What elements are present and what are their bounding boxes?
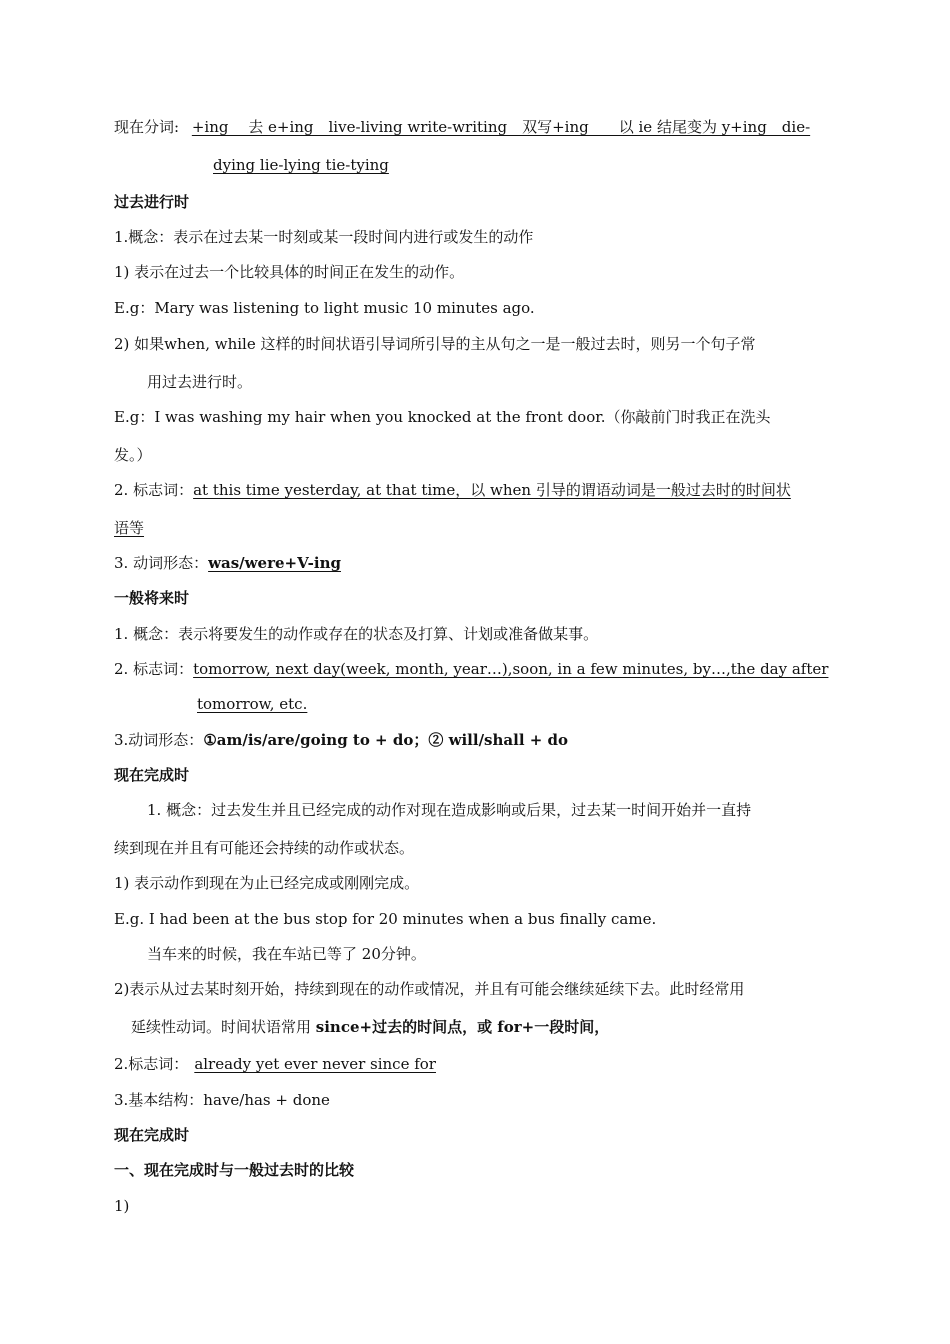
participle-line-2 bbox=[213, 155, 389, 175]
present-perfect-use-2: 2)表示从过去某时刻开始，持续到现在的动作或情况，并且有可能会继续延续下去。此时经常用 bbox=[114, 980, 745, 998]
past-progressive-example-2-cont: 发。） bbox=[114, 446, 152, 464]
form-value: was/were+V-ing bbox=[208, 554, 341, 572]
present-perfect-heading: 现在完成时 bbox=[114, 766, 190, 784]
form-value: ①am/is/are/going to + do；② will/shall + do bbox=[203, 731, 569, 749]
present-perfect-example-1: E.g. I had been at the bus stop for 20 minutes when a bus finally came. bbox=[114, 910, 657, 928]
past-progressive-example-1: E.g：Mary was listening to light music 10 minutes ago. bbox=[114, 299, 535, 317]
participle-line-1 bbox=[114, 117, 810, 137]
signal-words: tomorrow, next day(week, month, year…),soon, in a few minutes, by…,the day after bbox=[193, 660, 829, 678]
participle-rules-cont: dying lie-lying tie-tying bbox=[213, 156, 389, 174]
past-progressive-example-2: E.g：I was washing my hair when you knocked at the front door.（你敲前门时我正在洗头 bbox=[114, 408, 771, 426]
present-perfect-example-1-translation: 当车来的时候，我在车站已等了 20分钟。 bbox=[147, 945, 426, 963]
past-progressive-heading: 过去进行时 bbox=[114, 193, 190, 211]
signal-words-cont: 语等 bbox=[114, 519, 145, 537]
use-2-bold: since+过去的时间点，或 for+一段时间， bbox=[315, 1018, 610, 1036]
simple-future-signal bbox=[114, 659, 828, 679]
signal-label: 2.标志词： bbox=[114, 1055, 189, 1073]
present-perfect-use-1: 1) 表示动作到现在为止已经完成或刚刚完成。 bbox=[114, 874, 420, 892]
signal-words-cont: tomorrow, etc. bbox=[197, 695, 308, 713]
past-progressive-signal bbox=[114, 480, 791, 500]
simple-future-heading: 一般将来时 bbox=[114, 589, 190, 607]
simple-future-concept: 1. 概念：表示将要发生的动作或存在的状态及打算、计划或准备做某事。 bbox=[114, 625, 599, 643]
signal-words: already yet ever never since for bbox=[194, 1055, 436, 1073]
participle-label: 现在分词: bbox=[114, 118, 180, 136]
past-progressive-use-1: 1) 表示在过去一个比较具体的时间正在发生的动作。 bbox=[114, 263, 465, 281]
past-progressive-use-2-cont: 用过去进行时。 bbox=[147, 373, 253, 391]
present-perfect-signal bbox=[114, 1054, 436, 1074]
simple-future-signal-cont bbox=[197, 694, 307, 714]
present-perfect-compare-subheading: 一、现在完成时与一般过去时的比较 bbox=[114, 1161, 355, 1179]
present-perfect-compare-item-1: 1) bbox=[114, 1197, 130, 1215]
past-progressive-concept: 1.概念：表示在过去某一时刻或某一段时间内进行或发生的动作 bbox=[114, 228, 534, 246]
present-perfect-concept: 1. 概念：过去发生并且已经完成的动作对现在造成影响或后果，过去某一时间开始并一直持 bbox=[147, 801, 752, 819]
signal-words: at this time yesterday, at that time，以 when 引导的谓语动词是一般过去时的时间状 bbox=[193, 481, 791, 499]
signal-label: 2. 标志词： bbox=[114, 660, 194, 678]
present-perfect-compare-heading: 现在完成时 bbox=[114, 1126, 190, 1144]
form-label: 3. 动词形态： bbox=[114, 554, 209, 572]
present-perfect-structure: 3.基本结构：have/has + done bbox=[114, 1091, 330, 1109]
simple-future-form bbox=[114, 730, 568, 750]
past-progressive-signal-cont bbox=[114, 518, 144, 538]
past-progressive-use-2: 2) 如果when, while 这样的时间状语引导词所引导的主从句之一是一般过去时，则另一个句子常 bbox=[114, 335, 756, 353]
present-perfect-concept-cont: 续到现在并且有可能还会持续的动作或状态。 bbox=[114, 839, 415, 857]
participle-rules: +ing 去 e+ing live-living write-writing 双写+ing 以 ie 结尾变为 y+ing die- bbox=[191, 118, 811, 136]
signal-label: 2. 标志词： bbox=[114, 481, 194, 499]
past-progressive-form bbox=[114, 553, 341, 573]
use-2-plain: 延续性动词。时间状语常用 bbox=[131, 1018, 316, 1036]
form-label: 3.动词形态： bbox=[114, 731, 204, 749]
present-perfect-use-2-cont bbox=[131, 1017, 609, 1037]
